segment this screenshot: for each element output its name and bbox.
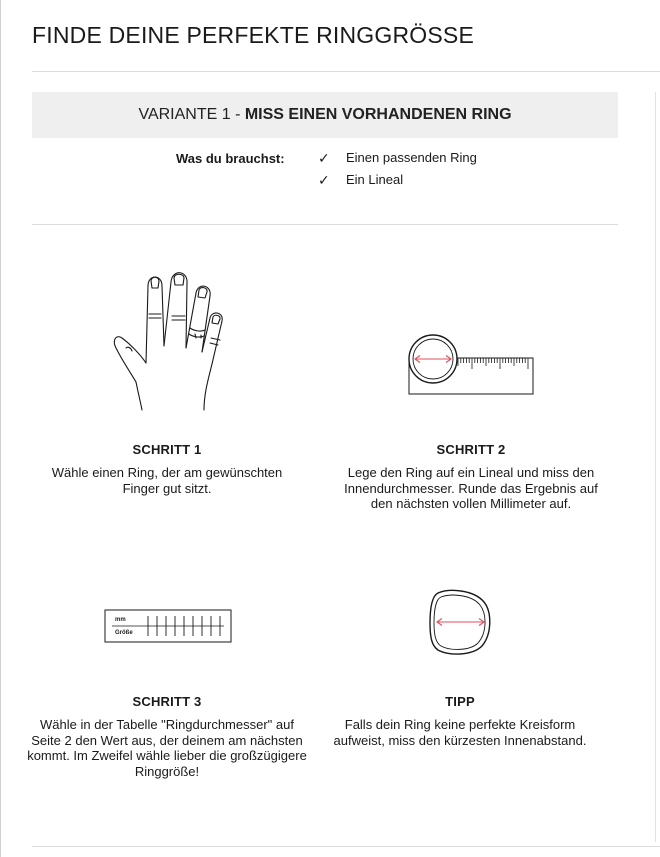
step-text: Wähle einen Ring, der am gewünschten Finger gut sitzt. xyxy=(51,465,283,496)
step-text: Lege den Ring auf ein Lineal und miss den Innendurchmesser. Runde das Ergebnis auf den nächsten vollen Millimeter auf. xyxy=(344,465,598,511)
content-right-border xyxy=(655,92,656,842)
step-title: TIPP xyxy=(445,694,475,709)
section-divider xyxy=(32,224,618,225)
page-title: FINDE DEINE PERFEKTE RINGGRÖSSE xyxy=(32,22,474,48)
hand-with-ring-icon xyxy=(108,268,228,413)
variant-title: MISS EINEN VORHANDENEN RING xyxy=(244,106,512,123)
needs-item xyxy=(318,171,477,193)
tip xyxy=(330,694,590,748)
oval-ring-icon xyxy=(426,588,494,658)
check-icon: ✓ xyxy=(318,172,330,188)
needs-label: Was du brauchst: xyxy=(176,151,285,166)
table-row-label-mm: mm xyxy=(115,617,126,623)
step-text: Wähle in der Tabelle "Ringdurchmesser" auf Seite 2 den Wert aus, der deinem am nächsten kommt. Im Zweifel wähle lieber die großzügigere Ringgröße! xyxy=(27,717,307,779)
page-left-border xyxy=(0,0,1,857)
step-title: SCHRITT 1 xyxy=(132,442,202,457)
step-text: Falls dein Ring keine perfekte Kreisform aufweist, miss den kürzesten Innenabstand. xyxy=(333,717,587,748)
needs-item xyxy=(318,149,477,171)
check-icon: ✓ xyxy=(318,150,330,166)
needs-item-label: Ein Lineal xyxy=(346,172,404,187)
step-title: SCHRITT 2 xyxy=(436,442,506,457)
step-1 xyxy=(32,442,302,496)
needs-item-label: Einen passenden Ring xyxy=(346,150,477,165)
table-row-label-size: Größe xyxy=(115,630,133,636)
size-table-icon xyxy=(104,609,232,643)
step-3 xyxy=(26,694,308,779)
step-title: SCHRITT 3 xyxy=(132,694,202,709)
needs-list xyxy=(318,149,477,193)
title-divider xyxy=(32,71,660,72)
ring-on-ruler-icon xyxy=(404,330,538,398)
bottom-divider xyxy=(32,846,660,847)
variant-banner xyxy=(32,92,618,138)
variant-prefix: VARIANTE 1 - xyxy=(138,106,245,123)
step-2 xyxy=(336,442,606,512)
